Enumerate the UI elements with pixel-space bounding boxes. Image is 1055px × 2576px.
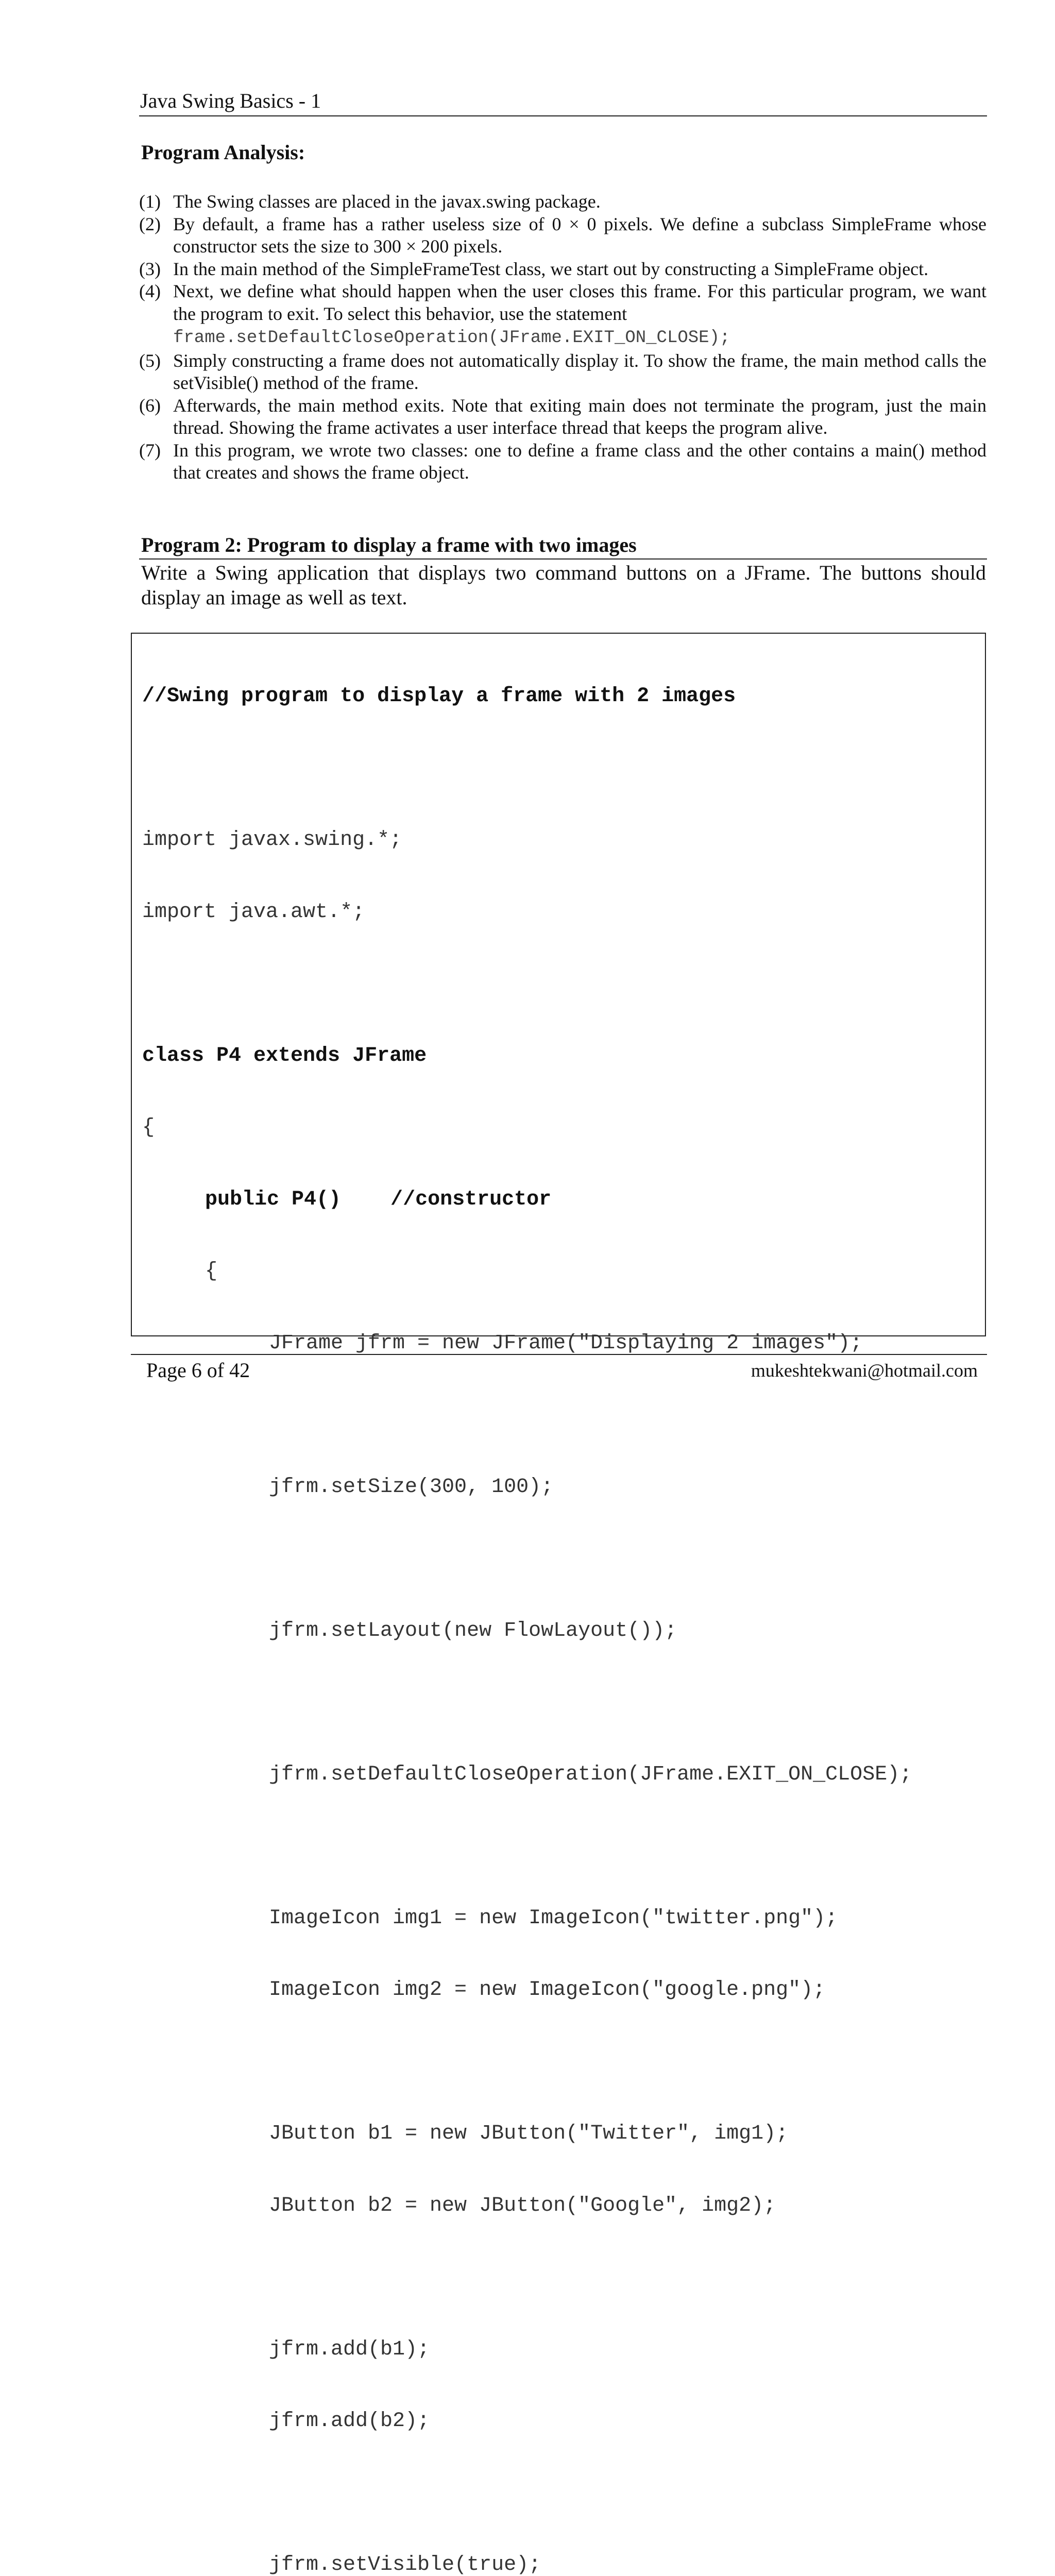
code-blank-line (142, 1547, 912, 1571)
code-blank-line (142, 2266, 912, 2290)
list-item (139, 350, 986, 395)
code-blank-line (142, 1691, 912, 1715)
code-line-class-declaration: class P4 extends JFrame (142, 1044, 427, 1067)
code-line-statement: JButton b2 = new JButton("Google", img2); (269, 2194, 776, 2217)
code-line-brace: { (205, 1260, 218, 1283)
code-blank-line (142, 2050, 912, 2075)
section-heading-program-2: Program 2: Program to display a frame with two images (141, 533, 637, 556)
code-line-statement: ImageIcon img2 = new ImageIcon("google.png"); (269, 1978, 826, 2002)
list-item-text: In this program, we wrote two classes: one to define a frame class and the other contains a main() method that creates and shows the frame object. (173, 439, 986, 483)
list-item-text-with-code (173, 280, 986, 350)
list-item-text: In the main method of the SimpleFrameTest class, we start out by constructing a SimpleFrame object. (173, 258, 929, 279)
code-line-statement: jfrm.add(b2); (269, 2410, 430, 2433)
list-item-text: By default, a frame has a rather useless size of 0 × 0 pixels. We define a subclass SimpleFrame whose constructor sets the size to 300 × 200 pixels. (173, 213, 986, 257)
code-line-statement: jfrm.add(b1); (269, 2337, 430, 2361)
list-item-number: (5) (139, 350, 161, 371)
list-item-text: The Swing classes are placed in the javax.swing package. (173, 191, 601, 212)
list-item (139, 280, 986, 350)
author-email: mukeshtekwani@hotmail.com (751, 1360, 978, 1381)
code-blank-line (142, 2482, 912, 2506)
code-blank-line (142, 1835, 912, 1859)
list-item (139, 258, 986, 281)
code-line-statement: jfrm.setVisible(true); (269, 2553, 541, 2576)
code-line-statement: jfrm.setSize(300, 100); (269, 1475, 554, 1499)
code-blank-line (142, 972, 912, 996)
footer-divider (131, 1354, 987, 1355)
inline-code-statement: frame.setDefaultCloseOperation(JFrame.EXIT_ON_CLOSE); (173, 328, 730, 348)
code-line-comment: //Swing program to display a frame with 2 images (142, 685, 736, 708)
section-divider (139, 558, 987, 560)
code-blank-line (142, 757, 912, 781)
list-item (139, 395, 986, 439)
list-item-text: Afterwards, the main method exits. Note that exiting main does not terminate the program, just the main thread. Showing the frame activates a user interface thread that keeps the program alive. (173, 395, 986, 438)
list-item-number: (1) (139, 191, 161, 212)
program-analysis-list (139, 191, 986, 484)
code-blank-line (142, 1403, 912, 1428)
code-line-import: import java.awt.*; (142, 900, 365, 924)
list-item-number: (7) (139, 439, 161, 461)
code-line-statement: JFrame jfrm = new JFrame("Displaying 2 images"); (269, 1331, 863, 1355)
code-line-statement: JButton b1 = new JButton("Twitter", img1); (269, 2122, 789, 2145)
list-item-number: (3) (139, 258, 161, 279)
program-description: Write a Swing application that displays two command buttons on a JFrame. The buttons should display an image as well as text. (141, 561, 986, 609)
list-item (139, 213, 986, 258)
list-item (139, 439, 986, 484)
code-line-statement: jfrm.setLayout(new FlowLayout()); (269, 1619, 677, 1642)
code-line-import: import javax.swing.*; (142, 828, 402, 852)
code-line-statement: jfrm.setDefaultCloseOperation(JFrame.EXIT_ON_CLOSE); (269, 1762, 912, 1786)
header-divider (139, 115, 987, 116)
list-item-number: (4) (139, 281, 161, 301)
list-item-text: Simply constructing a frame does not automatically display it. To show the frame, the main method calls the setVisible() method of the frame. (173, 350, 986, 393)
list-item-number: (2) (139, 213, 161, 234)
code-line-statement: ImageIcon img1 = new ImageIcon("twitter.png"); (269, 1906, 838, 1930)
page-number: Page 6 of 42 (146, 1359, 250, 1382)
code-line-constructor-declaration: public P4() //constructor (205, 1188, 552, 1211)
list-item (139, 191, 986, 213)
code-listing (142, 637, 912, 2576)
code-line-brace: { (142, 1116, 155, 1139)
list-item-number: (6) (139, 395, 161, 416)
list-item-text: Next, we define what should happen when the user closes this frame. For this particular program, we want the program to exit. To select this behavior, use the statement (173, 281, 986, 324)
running-header-title: Java Swing Basics - 1 (140, 89, 321, 112)
section-heading-program-analysis: Program Analysis: (141, 141, 305, 164)
